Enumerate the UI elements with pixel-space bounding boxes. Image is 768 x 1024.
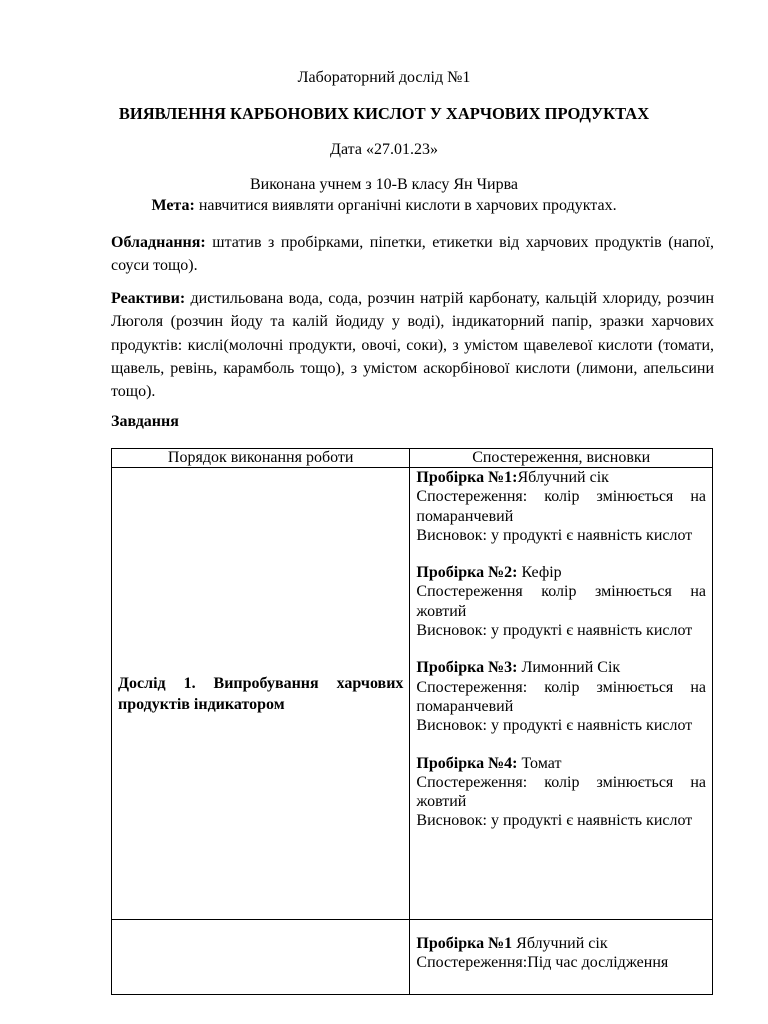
tube-label: Пробірка №1 (416, 935, 513, 952)
tube-product: Яблучний сік (517, 469, 609, 486)
lab-title: Лабораторний дослід №1 (297, 69, 471, 86)
equipment-text: штатив з пробірками, піпетки, етикетки від харчових продуктів (напої, соуси тощо). (111, 234, 714, 275)
tube-observation: Спостереження колір змінюється на жовтий (416, 583, 706, 620)
tube-label: Пробірка №2: (416, 564, 518, 582)
header-observations: Спостереження, висновки (410, 449, 713, 468)
tube-conclusion: Висновок: у продукті є наявність кислот (416, 812, 693, 830)
goal-line (0, 196, 768, 216)
reagents-paragraph (111, 287, 714, 403)
experiment-table (111, 448, 713, 995)
tube-block-4 (416, 754, 706, 831)
task-heading: Завдання (111, 413, 179, 430)
table-row (112, 468, 713, 920)
goal-text: навчитися виявляти органічні кислоти в харчових продуктах. (194, 197, 617, 214)
tube-block-3 (416, 658, 706, 735)
reagents-label: Реактиви: (111, 290, 186, 307)
tube-observation: Спостереження:Під час дослідження (416, 954, 669, 972)
tube-block-1 (416, 468, 706, 545)
tube-product: Кефір (517, 564, 562, 582)
table-row (112, 920, 713, 995)
tube-block-2 (416, 563, 706, 640)
tube-label: Пробірка №3: (416, 659, 518, 677)
experiment-1-cell: Дослід 1. Випробування харчових продуктів індикатором (112, 468, 410, 920)
tube-conclusion: Висновок: у продукті є наявність кислот (416, 526, 693, 544)
equipment-label: Обладнання: (111, 234, 206, 251)
student-line: Виконана учнем з 10-В класу Ян Чирва (249, 176, 519, 193)
tube-product: Лимонний Сік (517, 659, 621, 677)
tube-product: Томат (517, 754, 562, 772)
observations-cell-2 (410, 920, 713, 995)
equipment-paragraph (111, 231, 714, 278)
main-title: ВИЯВЛЕННЯ КАРБОНОВИХ КИСЛОТ У ХАРЧОВИХ ПРОДУКТАХ (118, 104, 650, 123)
tube-product: Яблучний сік (512, 935, 608, 952)
tube-label: Пробірка №1: (416, 469, 518, 486)
reagents-text: дистильована вода, сода, розчин натрій карбонату, кальцій хлориду, розчин Люголя (розчин йоду та калій йодиду у воді), індикаторний папір, зразки харчових продуктів: кислі(молочні продукти, овочі, соки), з умістом щавелевої кислоти (томати, щавель, ревінь, карамболь тощо), з умістом аскорбінової кислоти (лимони, апельсини тощо). (111, 290, 714, 401)
experiment-2-cell (112, 920, 410, 995)
tube-conclusion: Висновок: у продукті є наявність кислот (416, 717, 693, 735)
tube-observation: Спостереження: колір змінюється на жовтий (416, 773, 706, 811)
date-line: Дата «27.01.23» (330, 141, 438, 158)
tube-observation: Спостереження: колір змінюється на помаранчевий (416, 488, 706, 525)
goal-label: Мета: (151, 197, 195, 214)
observations-cell (410, 468, 713, 920)
tube-conclusion: Висновок: у продукті є наявність кислот (416, 622, 693, 640)
tube-observation: Спостереження: колір змінюється на помаранчевий (416, 678, 706, 715)
header-procedure: Порядок виконання роботи (112, 449, 410, 468)
table-header-row (112, 449, 713, 468)
tube-label: Пробірка №4: (416, 754, 518, 772)
